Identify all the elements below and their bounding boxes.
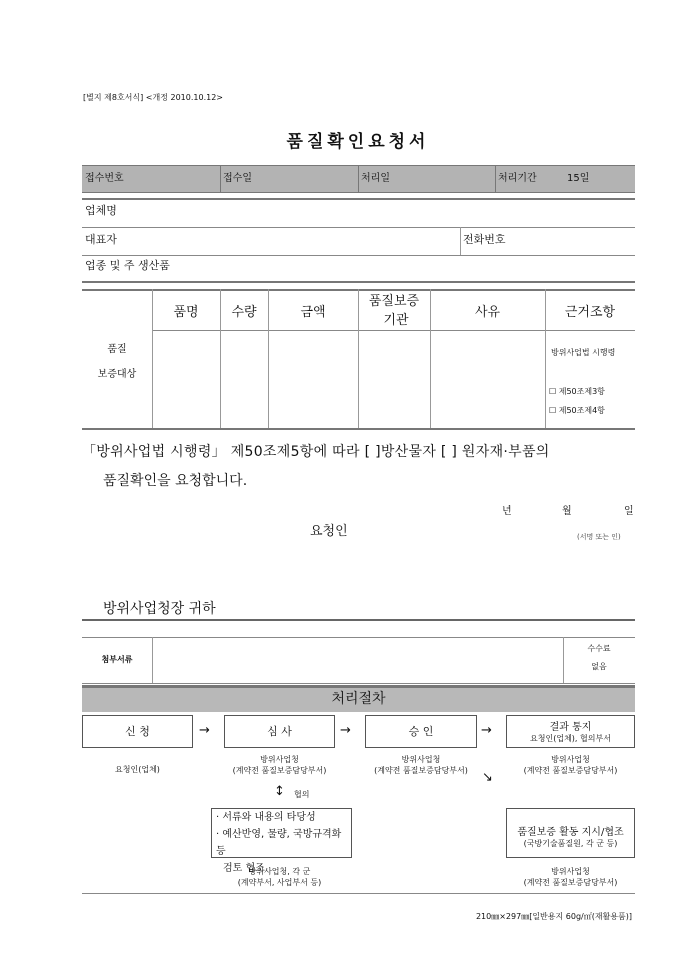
period-value: 15일 xyxy=(567,173,590,184)
basis-law: 방위사업법 시행령 xyxy=(551,348,616,357)
option-article-50-4[interactable]: ☐ 제50조제4항 xyxy=(549,406,605,415)
actor-org: 방위사업청 xyxy=(260,755,299,764)
arrow-right-icon: → xyxy=(340,723,351,738)
paper-spec-footer: 210㎜×297㎜[일반용지 60g/㎡(재활용품)] xyxy=(475,912,632,921)
actor-approve xyxy=(345,754,497,776)
row-label-quality: 품질 xyxy=(107,344,127,355)
review-item: · 예산반영, 물량, 국방규격화 등 xyxy=(216,829,342,857)
row-label-target: 보증대상 xyxy=(97,369,137,380)
form-note: [별지 제8호서식] <개정 2010.10.12> xyxy=(83,93,223,102)
actor-review xyxy=(204,754,355,776)
date-month[interactable]: 월 xyxy=(562,506,572,517)
attachments-field[interactable] xyxy=(153,638,562,682)
actor-dept: (계약전 품질보증담당부서) xyxy=(374,766,468,775)
actor-dept: (계약부서, 사업부서 등) xyxy=(237,878,322,887)
header-amount: 금액 xyxy=(300,305,326,320)
fee-value: 없음 xyxy=(591,662,607,671)
qa-activity-box xyxy=(506,808,635,858)
company-field[interactable]: 업체명 xyxy=(85,204,117,217)
date-year[interactable]: 년 xyxy=(502,506,512,517)
actor-org: 방위사업청 xyxy=(551,867,590,876)
actor-notify xyxy=(496,754,645,776)
diagonal-arrow-icon: ↘ xyxy=(482,770,493,785)
header-reason: 사유 xyxy=(474,305,501,320)
process-header: 처리절차 xyxy=(82,685,635,712)
arrow-right-icon: → xyxy=(199,723,210,738)
industry-field[interactable]: 업종 및 주 생산품 xyxy=(85,259,170,272)
signature-note[interactable]: (서명 또는 인) xyxy=(577,533,621,541)
phone-field[interactable]: 전화번호 xyxy=(463,233,506,246)
processed-date-label: 처리일 xyxy=(361,173,390,184)
step-apply: 신 청 xyxy=(82,715,193,748)
actor-requester: 요청인(업체) xyxy=(115,765,160,774)
header-quantity: 수량 xyxy=(231,305,257,320)
date-day[interactable]: 일 xyxy=(624,506,634,517)
qa-activity-agency: (국방기술품질원, 각 군 등) xyxy=(523,839,618,848)
attachments-label: 첨부서류 xyxy=(101,655,133,664)
actor-org: 방위사업청 xyxy=(401,755,441,764)
receipt-row xyxy=(82,165,635,193)
addressee: 방위사업청장 귀하 xyxy=(103,601,216,617)
option-article-50-3[interactable]: ☐ 제50조제3항 xyxy=(549,387,605,396)
review-item: · 서류와 내용의 타당성 xyxy=(216,812,316,823)
consult-label: 협의 xyxy=(294,790,310,799)
qa-activity-title: 품질보증 활동 지시/협조 xyxy=(517,827,624,838)
header-item-name: 품명 xyxy=(173,305,199,320)
step-notify-sub: 요청인(업체), 협의부서 xyxy=(530,734,611,743)
actor-org: 방위사업청, 각 군 xyxy=(248,867,311,876)
receipt-number-label: 접수번호 xyxy=(85,173,124,184)
review-item: 검토 협조 xyxy=(223,863,265,874)
header-qa-agency-2: 기관 xyxy=(383,313,409,328)
header-qa-agency: 품질보증 xyxy=(368,294,420,309)
actor-review-coop xyxy=(204,866,355,888)
period-label: 처리기간 xyxy=(498,173,537,184)
header-basis: 근거조항 xyxy=(564,305,616,320)
step-review: 심 사 xyxy=(224,715,335,748)
page-title: 품질확인요청서 xyxy=(286,132,430,152)
statement-line-1: 「방위사업법 시행령」 제50조제5항에 따라 [ ]방산물자 [ ] 원자재·부품의 xyxy=(82,444,550,460)
actor-dept: (계약전 품질보증담당부서) xyxy=(523,878,618,887)
actor-qa xyxy=(496,866,645,888)
actor-dept: (계약전 품질보증담당부서) xyxy=(523,766,618,775)
step-notify-title: 결과 통지 xyxy=(549,722,592,733)
statement-line-2: 품질확인을 요청합니다. xyxy=(103,473,248,489)
actor-org: 방위사업청 xyxy=(551,755,590,764)
step-approve: 승 인 xyxy=(365,715,477,748)
requester-label: 요청인 xyxy=(310,524,348,539)
actor-dept: (계약전 품질보증담당부서) xyxy=(232,766,327,775)
representative-field[interactable]: 대표자 xyxy=(85,233,117,246)
fee-label: 수수료 xyxy=(587,644,611,653)
step-notify xyxy=(506,715,635,748)
arrow-right-icon: → xyxy=(481,723,492,738)
double-arrow-icon: ↕ xyxy=(274,784,285,799)
receipt-date-label: 접수일 xyxy=(223,173,252,184)
